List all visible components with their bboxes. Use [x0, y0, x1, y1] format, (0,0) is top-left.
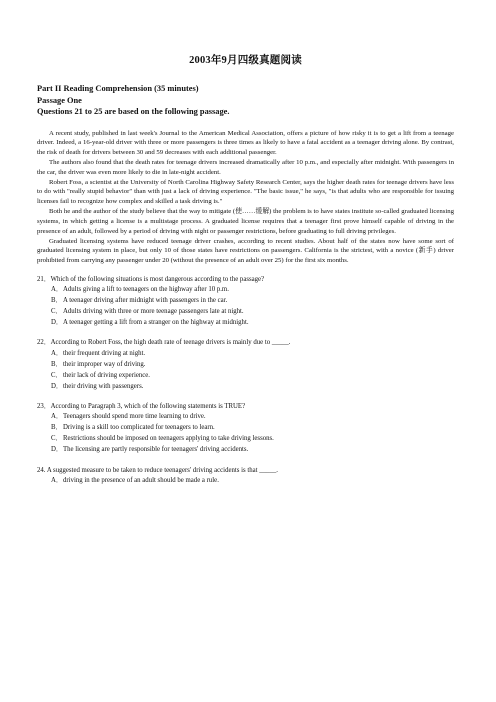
- question-23: [37, 402, 454, 456]
- answer-option: [51, 360, 454, 370]
- answer-option: [51, 434, 454, 444]
- question-stem: 23．According to Paragraph 3, which of the following statements is TRUE?: [37, 402, 246, 410]
- option-letter: C．: [51, 371, 63, 379]
- option-text: Restrictions should be imposed on teenagers applying to take driving lessons.: [63, 435, 274, 443]
- option-text: their lack of driving experience.: [63, 371, 150, 379]
- option-text: their frequent driving at night.: [63, 349, 146, 357]
- answer-option: [51, 349, 454, 359]
- option-text: Adults giving a lift to teenagers on the highway after 10 p.m.: [63, 286, 229, 294]
- passage-body: [37, 129, 454, 266]
- answer-option: [51, 285, 454, 295]
- option-text: A teenager driving after midnight with passengers in the car.: [63, 297, 228, 305]
- option-text: their driving with passengers.: [63, 382, 144, 390]
- option-letter: C．: [51, 435, 63, 443]
- question-stem: 22．According to Robert Foss, the high death rate of teenage drivers is mainly due to _____.: [37, 339, 291, 347]
- passage-paragraph: Graduated licensing systems have reduced teenage driver crashes, according to recent studies. About half of the states now have some sort of graduated licensing system in place, but only 10 of those states have restrictions on passengers. California is the strictest, with a novice (新手) driver prohibited from carrying any passenger under 20 (without the presence of an adult over 25) for the first six months.: [37, 237, 454, 265]
- answer-option: [51, 318, 454, 328]
- part-heading: Part II Reading Comprehension (35 minutes): [37, 84, 199, 93]
- option-letter: D．: [51, 319, 63, 327]
- passage-paragraph: The authors also found that the death rates for teenage drivers increased dramatically after 10 p.m., and especially after midnight. With passengers in the car, the driver was even more likely to die in late-night accident.: [37, 158, 454, 176]
- option-letter: B．: [51, 424, 63, 432]
- option-letter: D．: [51, 382, 63, 390]
- option-letter: A．: [51, 286, 63, 294]
- answer-option: [51, 371, 454, 381]
- answer-option: [51, 296, 454, 306]
- option-text: A teenager getting a lift from a stranger on the highway at midnight.: [63, 319, 249, 327]
- option-letter: A．: [51, 349, 63, 357]
- option-text: driving in the presence of an adult should be made a rule.: [63, 476, 219, 484]
- option-letter: D．: [51, 446, 63, 454]
- passage-paragraph: Robert Foss, a scientist at the University of North Carolina Highway Safety Research Center, says the higher death rates for teenage drivers have less to do with "really stupid behavior" than with just a lack of driving experience. "The basic issue," he says, "is that adults who are responsible for issuing licenses fail to recognize how complex and skilled a task driving is.": [37, 178, 454, 206]
- option-letter: B．: [51, 360, 63, 368]
- option-letter: B．: [51, 297, 63, 305]
- passage-paragraph: A recent study, published in last week's Journal to the American Medical Association, offers a picture of how risky it is to get a lift from a teenage driver. Indeed, a 16-year-old driver with three or more passengers is three times as likely to have a fatal accident as a teenager driving alone. By contrast, the risk of death for drivers between 30 and 59 decreases with each additional passenger.: [37, 129, 454, 156]
- option-letter: A．: [51, 413, 63, 421]
- question-21: [37, 275, 454, 329]
- question-stem: 21．Which of the following situations is most dangerous according to the passage?: [37, 275, 265, 283]
- option-text: Teenagers should spend more time learning to drive.: [63, 413, 206, 421]
- answer-option: [51, 476, 454, 486]
- document-title: 2003年9月四级真题阅读: [189, 55, 302, 66]
- answer-option: [51, 445, 454, 455]
- question-24: [37, 466, 454, 487]
- option-letter: C．: [51, 308, 63, 316]
- passage-heading: Passage One: [37, 95, 82, 105]
- answer-option: [51, 382, 454, 392]
- answer-option: [51, 307, 454, 317]
- option-letter: A．: [51, 476, 63, 484]
- option-text: Adults driving with three or more teenage passengers late at night.: [63, 308, 244, 316]
- answer-option: [51, 423, 454, 433]
- question-stem: 24. A suggested measure to be taken to reduce teenagers' driving accidents is that _____.: [37, 466, 278, 474]
- question-list: [37, 275, 454, 486]
- instruction-heading: Questions 21 to 25 are based on the following passage.: [37, 107, 230, 116]
- answer-option: [51, 412, 454, 422]
- question-22: [37, 338, 454, 392]
- option-text: their improper way of driving.: [63, 360, 146, 368]
- passage-paragraph: Both he and the author of the study believe that the way to mitigate (使……缓解) the problem is to have states institute so-called graduated licensing systems, in which getting a license is a multistage process. A graduated license requires that a teenager first prove himself capable of driving in the presence of an adult, followed by a period of driving with night or passenger restrictions, before graduating to full driving privileges.: [37, 208, 454, 235]
- option-text: The licensing are partly responsible for teenagers' driving accidents.: [63, 446, 249, 454]
- option-text: Driving is a skill too complicated for teenagers to learn.: [63, 424, 215, 432]
